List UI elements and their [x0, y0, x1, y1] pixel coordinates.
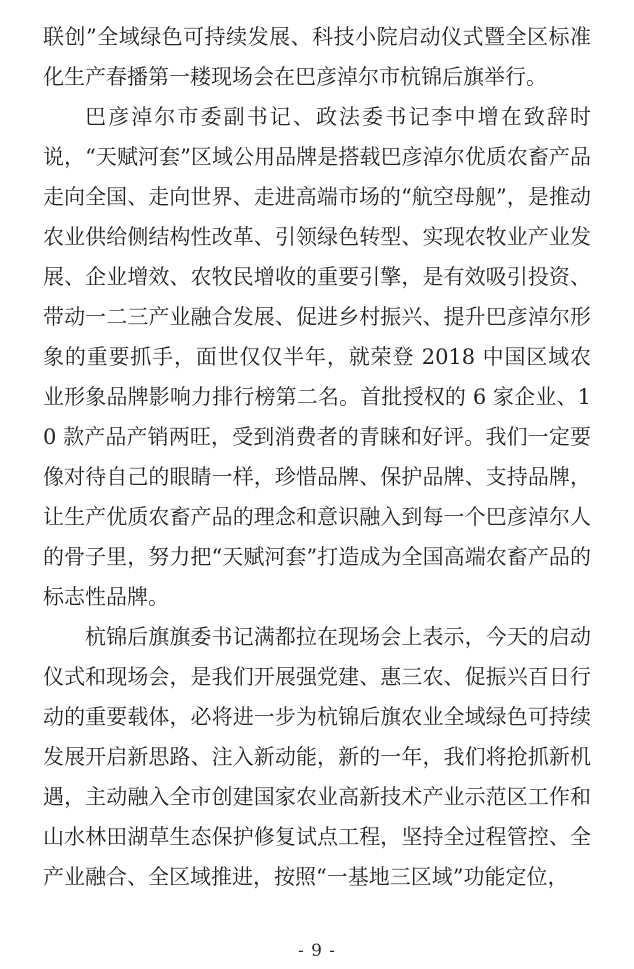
paragraph: 巴彦淖尔市委副书记、政法委书记李中增在致辞时说，“天赋河套”区域公用品牌是搭载巴彦淖尔优质农畜产品走向全国、走向世界、走进高端市场的“航空母舰”，是推动农业供给侧结构性改革、引领绿色转型、实现农牧业产业发展、企业增效、农牧民增收的重要引擎，是有效吸引投资、带动一二三产业融合发展、促进乡村振兴、提升巴彦淖尔形象的重要抓手，面世仅仅半年，就荣登 2018 中国区域农业形象品牌影响力排行榜第二名。首批授权的 6 家企业、10 款产品产销两旺，受到消费者的青睐和好评。我们一定要像对待自己的眼睛一样，珍惜品牌、保护品牌、支持品牌，让生产优质农畜产品的理念和意识融入到每一个巴彦淖尔人的骨子里，努力把“天赋河套”打造成为全国高端农畜产品的标志性品牌。 [43, 105, 591, 609]
paragraph-continuation: 联创”全域绿色可持续发展、科技小院启动仪式暨全区标准化生产春播第一耧现场会在巴彦淖尔市杭锦后旗举行。 [43, 25, 591, 89]
document-body [43, 17, 591, 897]
paragraph: 杭锦后旗旗委书记满都拉在现场会上表示，今天的启动仪式和现场会，是我们开展强党建、惠三农、促振兴百日行动的重要载体，必将进一步为杭锦后旗农业全域绿色可持续发展开启新思路、注入新动能，新的一年，我们将抢抓新机遇，主动融入全市创建国家农业高新技术产业示范区工作和山水林田湖草生态保护修复试点工程，坚持全过程管控、全产业融合、全区域推进，按照“一基地三区域”功能定位， [43, 625, 591, 889]
page-number: - 9 - [297, 941, 337, 961]
